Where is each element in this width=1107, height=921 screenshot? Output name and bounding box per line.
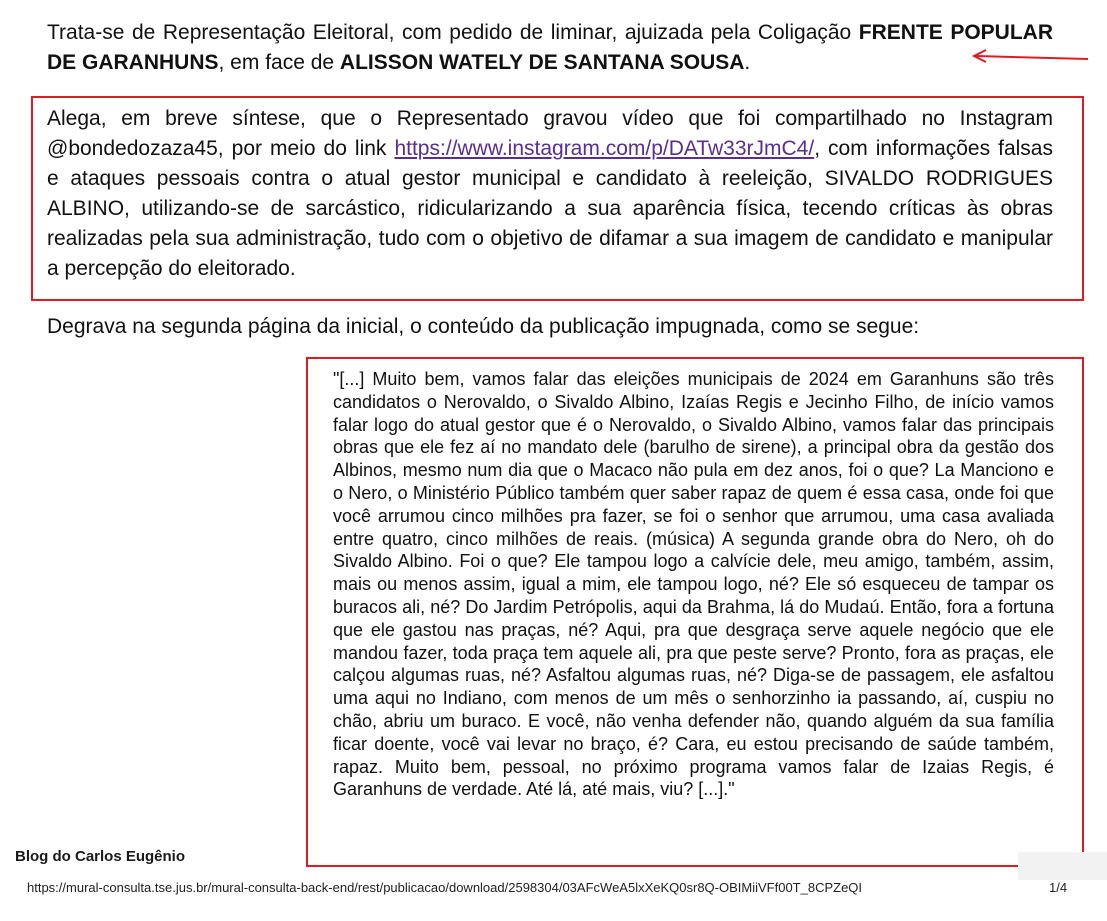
allegation-paragraph	[47, 104, 1053, 284]
red-arrow-annotation	[966, 46, 1090, 68]
transcription-intro: Degrava na segunda página da inicial, o conteúdo da publicação impugnada, como se segue:	[47, 315, 920, 338]
opening-text-a: Trata-se de Representação Eleitoral, com pedido de liminar, ajuizada pela Coligação	[47, 21, 859, 44]
transcription-quote: "[...] Muito bem, vamos falar das eleições municipais de 2024 em Garanhuns são três candidatos o Nerovaldo, o Sivaldo Albino, Izaías Regis e Jecinho Filho, de início vamos falar logo do atual gestor que é o Nerovaldo, o Sivaldo Albino, vamos falar das principais obras que ele fez aí no mandato dele (barulho de sirene), a principal obra da gestão dos Albinos, mesmo num dia que o Macaco não pula em dez anos, foi o que? La Manciono e o Nero, o Ministério Público também quer saber rapaz de quem é essa casa, onde foi que você arrumou cinco milhões pra fazer, se foi o senhor que arrumou, uma casa avaliada entre quatro, cinco milhões de reais. (música) A segunda grande obra do Nero, oh do Sivaldo Albino. Foi o que? Ele tampou logo a calvície dele, meu amigo, também, assim, mais ou menos assim, igual a mim, ele tampou logo, né? Ele só esqueceu de tampar os buracos ali, né? Do Jardim Petrópolis, aqui da Brahma, lá do Mudaú. Então, fora a fortuna que ele gastou nas praças, né? Aqui, pra que desgraça serve aquele negócio que ele mandou fazer, toda praça tem aquele ali, pra que peste serve? Pronto, fora as praças, ele calçou algumas ruas, né? Asfaltou algumas ruas, né? Diga-se de passagem, ele asfaltou uma aqui no Indiano, com menos de um mês o senhorzinho ia passando, aí, cuspiu no chão, abriu um buraco. E você, não venha defender não, quando alguém da sua família ficar doente, você vai levar no braço, é? Cara, eu estou precisando de saúde também, rapaz. Muito bem, pessoal, no próximo programa vamos falar de Izaias Regis, é Garanhuns de verdade. Até lá, até mais, viu? [...]."	[333, 369, 1054, 800]
opening-text-b: , em face de	[218, 51, 340, 74]
allegation-text-b: , com informações falsas e ataques pessoais contra o atual gestor municipal e candidato à reeleição, SIVALDO RODRIGUES ALBINO, utilizando-se de sarcástico, ridicularizando a sua aparência física, tecendo críticas às obras realizadas pela sua administração, tudo com o objetivo de difamar a sua imagem de candidato e manipular a percepção do eleitorado.	[47, 137, 1053, 280]
corner-overlay	[1018, 852, 1107, 880]
coalition-name: FRENTE POPULAR DE GARANHUNS	[47, 21, 1053, 74]
allegation-text-a: Alega, em breve síntese, que o Representado gravou vídeo que foi compartilhado no Instagram @bondedozaza45, por meio do link	[47, 107, 1053, 160]
blog-watermark: Blog do Carlos Eugênio	[15, 848, 186, 865]
respondent-name: ALISSON WATELY DE SANTANA SOUSA	[339, 51, 745, 74]
instagram-link[interactable]: https://www.instagram.com/p/DATw33rJmC4/	[394, 137, 815, 160]
opening-text-c: .	[744, 51, 751, 74]
opening-paragraph	[47, 18, 1053, 78]
footer-url: https://mural-consulta.tse.jus.br/mural-consulta-back-end/rest/publicacao/download/2598304/03AFcWeA5lxXeKQ0sr8Q-OBIMiiVFf00T_8CPZeQI	[27, 880, 863, 895]
page-number: 1/4	[1049, 880, 1068, 895]
